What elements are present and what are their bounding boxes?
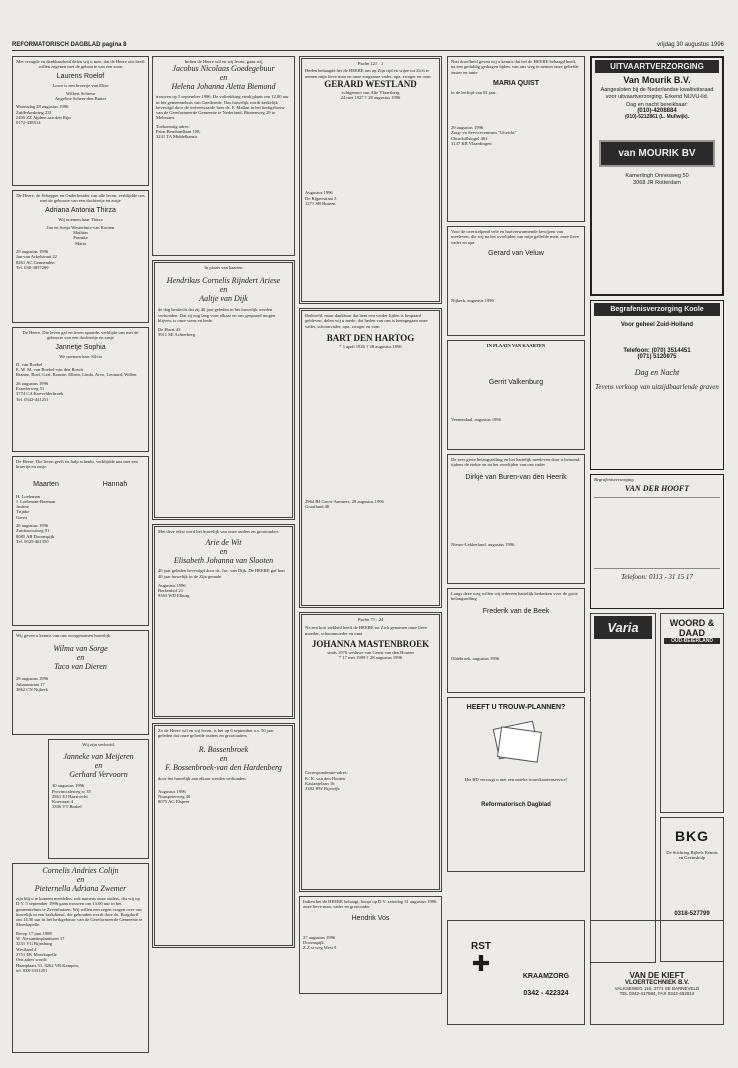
phone-2: (010)-5212861 (L. Mullwijk). — [624, 114, 690, 121]
ad-body: De Stichting Bijbels Kennis en Gezinshulp — [666, 850, 718, 861]
parents: Jan en Sonja Westerhuis-van Kooten Mathias Franske Marta — [46, 224, 115, 246]
services-ring — [594, 923, 720, 971]
notice-body: trouwen op 5 september 1996. De voltrekking vindt plaats om 12.00 uur in het gemeentehuis van Goederede. Ons huwelijk wordt kerkelijk bevestigd door de weleerwaarde heer ds. F. Mallan in het kerkgebouw van de Gereformeerde Gemeente te Nederland, Binnenweg 29 te Melissant. — [156, 94, 289, 121]
company-name: Van Mourik B.V. — [623, 75, 691, 85]
partner-name-2: F. Bossenbroek-van den Hardenberg — [165, 762, 282, 772]
death-notice-3 — [299, 612, 442, 892]
notice-intro: Wij zijn verloofd, — [82, 742, 115, 747]
notice-intro: Wij geven u kennis van ons voorgenomen huwelijk — [16, 633, 111, 638]
notice-footer: 29 augustus 1996 Jan van Arkelstraat 22 8261 AC Gennenden Tel. 038-3857269 — [16, 249, 57, 270]
notice-footer: Recep 17 juni 1988 W. Alexanderplantsoen 17 3331 VG Rijnsburg Westland 4 2751 EK Moerkapelle Ons adres wordt: Haanplaats 51, 8262 VB Kampen, tel. 038-3331291 — [16, 930, 79, 973]
notice-sub: echtgenoot van Alie Vlaarsberg — [341, 89, 400, 95]
thanks-notice-2 — [447, 340, 585, 450]
notice-footer: Oldebroek, augustus 1996 — [451, 655, 500, 661]
life-dates: * 1 april 1926 † 28 augustus 1996 — [339, 343, 402, 349]
notice-intro: Bedroefd, maar dankbaar dat hem een verder lijden is bespaard gebleven, delen wij u mede, dat heden van ons is heengegaan onze vader, schoonvader, opa, zwager en oom — [305, 313, 428, 329]
partner-name-2: Gerhard Vervoorn — [69, 770, 128, 780]
company-address: VALKSEWEG 116, 3771 SE BARNEVELD — [614, 986, 700, 991]
anniversary-notice-3 — [152, 723, 295, 948]
notice-intro: Indien de Heere wil en wij leven, gaan wij — [184, 59, 263, 64]
partner-name-1: R. Bossenbroek — [198, 744, 249, 754]
partner-name-1: Wilma van Sorge — [53, 644, 108, 654]
deceased-name: MARIA QUIST — [492, 79, 540, 87]
company-address: Kamerlingh Onnesweg 50 3068 JR Rotterdam — [625, 173, 689, 186]
notice-footer: Nijkerk, augustus 1996 — [451, 297, 494, 303]
notice-footer: 30 augustus 1996 Provincialeweg w 35 2861 EJ Haastrecht Koestraat 4 3306 VT Brakel — [52, 783, 91, 810]
notice-body: door het huwelijk aan elkaar werden verbonden. — [158, 775, 247, 781]
notice-intro: De Heere, Die leven geeft en hulp schenkt, verblijdde ons met een broertje en zusje — [16, 459, 138, 470]
anniversary-notice-1 — [152, 260, 295, 520]
cross-icon: ✚ — [471, 951, 491, 976]
conjunction: en — [219, 285, 228, 295]
partner-name-2: Helena Johanna Aletta Biemond — [171, 82, 276, 92]
person-name: Dirkje van Buren-van den Heerik — [465, 473, 567, 481]
wedding-card-ad — [447, 697, 585, 872]
notice-footer: 26 augustus 1996 Zuideroostweg 91 8085 AB Doornspijk Tel. 0525-461350 — [16, 523, 55, 544]
conjunction: en — [219, 753, 228, 763]
company-name: VAN DE KIEFT — [629, 971, 685, 980]
notice-footer: Nieuw-Lekkerland, augustus 1996 — [451, 541, 515, 547]
ad-body: Het RD verzorgt u met een unieke trouwkaartenservice! — [464, 777, 568, 782]
notice-intro: De Heere, de Schepper en Onderhouder van alle leven, verblijdde ons met de geboorte van een dochtertje en zusje — [16, 193, 145, 204]
column-3 — [299, 56, 442, 998]
partner-name-1: Hendrikus Cornelis Rijndert Ariese — [166, 276, 281, 286]
phone: Telefoon: 0113 - 31 15 17 — [621, 573, 693, 582]
life-dates: * 17 mei 1909 † 28 augustus 1996 — [338, 655, 403, 661]
wedding-notice-1 — [12, 863, 149, 1053]
partner-name-2: Pieternella Adriana Zwemer — [34, 884, 127, 893]
partner-name-2: Taco van Dieren — [54, 662, 107, 672]
bottom-right-ads — [590, 613, 724, 963]
person-name: Gerard van Veluw — [488, 249, 544, 257]
phone: 0342 - 422324 — [523, 990, 569, 997]
parents: D. van Roekel E. W. M. van Roekel-van den Bosch Rianne, Roel, Gert, Ronnie, Elbrin, Linda, Arvo, Leonard, Willen — [16, 361, 137, 378]
notice-footer: Augustus 1996 Berkenhof 21 9363 WD Elburg — [158, 582, 190, 599]
child-name: Adriana Antonia Thirza — [45, 206, 116, 214]
ad-brand: Reformatorisch Dagblad — [481, 802, 551, 809]
death-notice-2 — [299, 308, 442, 608]
services-list — [594, 497, 720, 569]
rst-logo: RST — [471, 941, 491, 952]
ad-title: UITVAARTVERZORGING — [595, 60, 719, 73]
person-name: Frederik van de Beek — [482, 607, 550, 615]
ad-subtitle: Voor geheel Zuid-Holland — [620, 322, 694, 328]
varia-ad — [590, 613, 656, 963]
card-illustration-icon — [486, 717, 546, 767]
notice-body: zijn blij u te kunnen meedelen, ook namens onze ouders, dat wij op D.V. 5 september 1996 gaan trouwen om 13.00 uur in het gemeentehuis te Zevenhuizen. Wij willen een zegen vragen over ons huwelijk in een kerkdienst, die gehouden wordt door ds. Borgdorff om 14.30 uur in het kerkgebouw van de Gereformeerde Gemeente te Moerkapelle. — [16, 896, 143, 928]
slogan: Tevens verkoop van uitzijdbaarlende graven — [595, 383, 719, 391]
notice-footer: Veenendaal, augustus 1996 — [451, 417, 501, 423]
column-1 — [12, 56, 149, 1057]
life-dates: 24 mei 1927 † 28 augustus 1996 — [340, 95, 401, 101]
notice-intro: De zeer grote belangstelling en het hartelijk meeleven door u betoond, tijdens de ziekte en na het overlijden van ons vader — [451, 457, 581, 468]
ad-title: BKG — [674, 828, 710, 844]
child-name-2: Hannah — [102, 480, 128, 488]
deceased-name: GERARD WESTLAND — [324, 78, 417, 89]
thanks-notice-1 — [447, 226, 585, 336]
company-phone: TEL 0342-417984, FAX 0342-452814 — [619, 991, 695, 997]
column-5 — [590, 56, 724, 963]
partner-name-2: Aaltje van Dijk — [199, 294, 248, 304]
kraamzorg-ad — [447, 920, 585, 1025]
notice-intro: Na een kort ziekbed heeft de HEERE tot Zich genomen onze lieve moeder, schoonmoeder en oma — [305, 625, 428, 636]
van-mourik-ad — [590, 56, 724, 296]
birth-notice-4 — [12, 456, 149, 626]
notice-hendrik-vos — [299, 896, 442, 994]
company-subtitle: VLOERTECHNIEK B.V. — [624, 980, 690, 986]
ad-body: Aangesloten bij de Nederlandse kwaliteitsraad voor uitvaartverzorging. Erkend NUVU-lid. — [600, 87, 714, 100]
availability: Dag en nacht bereikbaar: — [626, 102, 688, 108]
notice-footer: 26 augustus 1996 Esserlerweg 51 3774 CA Koevelderbroek Tel. 0342-441251 — [16, 380, 64, 402]
ad-title: Begrafenisverzorging Koole — [594, 303, 720, 316]
notice-intro: De Heere, Die leven gaf en leven spaarde, verblijde ons met de geboorte van een dochtertje en zusje — [22, 330, 139, 341]
notice-footer: 27 augustus 1996 Doornspijk Z.Z.st weg West 9 — [303, 934, 337, 951]
notice-footer: Toekomstig adres: Prins Bernhardlaan 108, 3241 TA Middelharnis — [156, 123, 201, 140]
birth-notice-2 — [12, 190, 149, 323]
notice-sub: We noemen haar Silvia — [59, 353, 102, 359]
notice-sub: Lowe is een broertje van Elise — [52, 82, 109, 88]
notice-footer: 29 augustus 1996 Julianastraat 17 3862 CN Nijkerk — [16, 676, 49, 692]
bible-verse: Psalm 121 : 1 — [357, 61, 384, 66]
death-notice-4 — [447, 56, 585, 222]
partner-name-1: Cornelis Andries Colijn — [42, 866, 119, 875]
thanks-notice-3 — [447, 454, 585, 584]
birth-notice-1 — [12, 56, 149, 186]
woord-en-daad-ad — [660, 613, 724, 813]
notice-sub: in de leeftijd van 81 jaar. — [451, 89, 497, 95]
thanks-notice-4 — [447, 588, 585, 693]
notice-intro: In plaats van kaarten — [204, 265, 243, 270]
notice-intro: Niet droefheid geven wij u kennis dat het de HEERE behaagd heeft, na een geduldig gedragen lijden, van ons weg te nemen onze geliefde zuster en tante — [451, 59, 579, 75]
van-der-hooft-ad — [590, 474, 724, 609]
notice-body: de dag herdacht dat zij 40 jaar geleden in het huwelijk werden verbonden. Dat zij nog lang voor elkaar en ons gespaard mogen blijven, is onze wens en bede. — [158, 307, 276, 323]
conjunction: en — [219, 547, 228, 557]
child-name: Jannetje Sophia — [55, 343, 106, 351]
partner-name-1: Jacobus Nicolaas Goedegebuur — [172, 64, 275, 74]
notice-footer: 2964 BJ Groot-Ammers, 28 augustus 1996 Graafland 48 — [305, 499, 384, 510]
notice-footer: Correspondentie-adres: K. K. van den Houten Kastanjelaan 16 2382 HW Rijswijk — [305, 770, 348, 792]
partner-name-1: Arie de Wit — [205, 538, 242, 548]
notice-footer: Woensdag 28 augustus 1996 Zuiderkerkring 231 2405 ZZ Alphen aan den Rijn 0172-438514 — [16, 104, 71, 126]
person-name: Gerrit Valkenburg — [488, 379, 544, 387]
notice-footer: 29 augustus 1996 Zorg- en Servicecentrum "Uitzicht" Churchillsingel 463 3137 KB Vlaardingen — [451, 125, 517, 147]
notice-sub: Wij noemen haar Thirza — [58, 216, 103, 222]
wedding-notice-2 — [152, 56, 295, 256]
availability: Dag en Nacht — [634, 368, 680, 377]
notice-intro: Met vreugde en dankbaarheid delen wij u mee, dat de Heere ons heeft willen zegenen met de geboorte van een zoon — [16, 59, 145, 70]
parents: Wilbert Schreur Angeline Scheer-den Butter — [54, 90, 107, 102]
ad-title: WOORD & DAAD — [669, 618, 715, 638]
conjunction: en — [94, 761, 103, 771]
section-title: Varia — [594, 616, 652, 639]
ad-title: HEEFT U TROUW-PLANNEN? — [466, 704, 566, 711]
notice-intro: Zo de Heere wil en wij leven, is het op 6 september a.s. 50 jaar geleden dat onze geliefde ouders en grootouders — [158, 728, 274, 739]
ad-title: KRAAMZORG — [522, 973, 570, 980]
deceased-name: BART DEN HARTOG — [326, 332, 415, 343]
column-4 — [447, 56, 585, 876]
header-left: REFORMATORISCH DAGBLAD pagina 8 — [12, 42, 127, 48]
notice-intro: IN PLAATS VAN KAARTEN — [486, 343, 546, 348]
conjunction: en — [76, 653, 85, 663]
notice-footer: Augustus 1996 De Rijperstraat 3 1271 SB Huizen — [305, 190, 337, 207]
parents: H. Loeleman J. Loeleman-Boeman Justine Trijnke Gerrit — [16, 493, 56, 520]
conjunction: en — [219, 73, 228, 83]
bible-verse: Psalm 73 : 24 — [357, 617, 384, 622]
death-notice-1 — [299, 56, 442, 304]
phone-2: (071) 5120975 — [637, 354, 677, 360]
koole-ad — [590, 300, 724, 470]
notice-intro: Indien het de HEERE behaagt, hoopt op D.V. zaterdag 31 augustus 1996 onze lieve man, vader en grootvader — [303, 899, 437, 910]
partner-name-1: Janneke van Meijeren — [63, 752, 134, 762]
notice-intro: Voor de overstelpend vele en hartverwarmende bewijzen van meeleven, die wij na het overlijden van mijn geliefde man, onze lieve vader en opa — [451, 229, 579, 245]
notice-intro: Langs deze weg willen wij iedereen hartelijk bedanken voor de grote belangstelling — [451, 591, 578, 602]
ad-subtitle: OUD-BEIERLAND — [664, 638, 720, 644]
notice-intro: Heden behaagde het de HEERE om op Zijn tijd en wijze tot Zich te nemen mijn lieve man en onze zorgzame vader, opa, zwager en oom — [305, 68, 431, 79]
van-de-kieft-ad — [590, 920, 724, 1025]
column-2 — [152, 56, 295, 952]
ad-title: Begrafenisverzorging — [594, 477, 634, 482]
company-logo: van MOURIK BV — [599, 140, 715, 167]
notice-footer: De Horst 43 3911 SE Achterberg — [158, 327, 195, 338]
phone-1: Telefoon: (070) 3514451 — [623, 348, 691, 354]
person-name: Hendrik Vos — [351, 914, 390, 922]
notice-intro: Met deze tekst werd het huwelijk van onze ouders en grootouders — [158, 529, 279, 534]
notice-footer: Augustus 1996 Nunspeterweg 40 8075 AG Elspeet — [158, 788, 191, 805]
birth-notice-3 — [12, 327, 149, 452]
deceased-name: JOHANNA MASTENBROEK — [311, 638, 430, 649]
notice-sub: sinds 1976 weduwe van Gerrit van den Houten — [327, 649, 414, 655]
anniversary-notice-2 — [152, 524, 295, 719]
child-name: Laurens Roelof — [56, 72, 105, 80]
partner-name-2: Elisabeth Johanna van Slooten — [173, 556, 274, 566]
child-name-1: Maarten — [33, 480, 59, 488]
conjunction: en — [76, 875, 85, 884]
phone: 0318-527799 — [674, 910, 710, 917]
header-right: vrijdag 30 augustus 1996 — [656, 42, 724, 48]
engagement-notice-1 — [12, 630, 149, 735]
phone-1: (010)-4208884 — [637, 108, 677, 115]
page-header — [12, 41, 724, 51]
engagement-notice-2 — [48, 739, 149, 859]
notice-body: 40 jaar geleden bevestigd door ds. Jac. van Dijk. De HEERE gaf hun 40 jaar huwelijk in de Zijn genade. — [158, 568, 285, 579]
company-name: VAN DER HOOFT — [624, 484, 690, 494]
